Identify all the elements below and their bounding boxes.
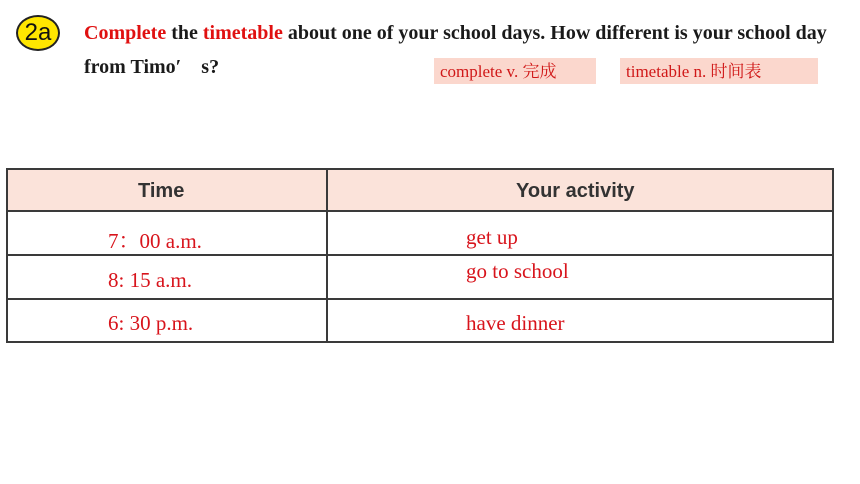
timetable-table [6,168,834,343]
column-divider [326,170,328,341]
header-your-activity: Your activity [516,180,635,202]
exercise-number-badge: 2a [16,15,60,51]
row-activity: get up [466,225,518,249]
header-time: Time [138,180,185,202]
vocab-note-complete: complete v. 完成 [434,58,596,84]
keyword-timetable: timetable [202,22,283,44]
row-activity: have dinner [466,311,565,335]
vocab-note-timetable: timetable n. 时间表 [620,58,818,84]
table-row [8,212,832,256]
table-header-row [8,170,832,212]
row-time: 8: 15 a.m. [108,268,192,292]
row-time: 6: 30 p.m. [108,311,194,335]
instruction-part: about one of your school days. How different is your school day from Timo′ s? [84,22,827,78]
table-row [8,256,832,300]
row-time: 7：00 a.m. [108,229,202,253]
row-activity: go to school [466,259,569,283]
instruction-part: the [166,22,203,44]
table-row [8,300,832,343]
keyword-complete: Complete [84,22,167,44]
